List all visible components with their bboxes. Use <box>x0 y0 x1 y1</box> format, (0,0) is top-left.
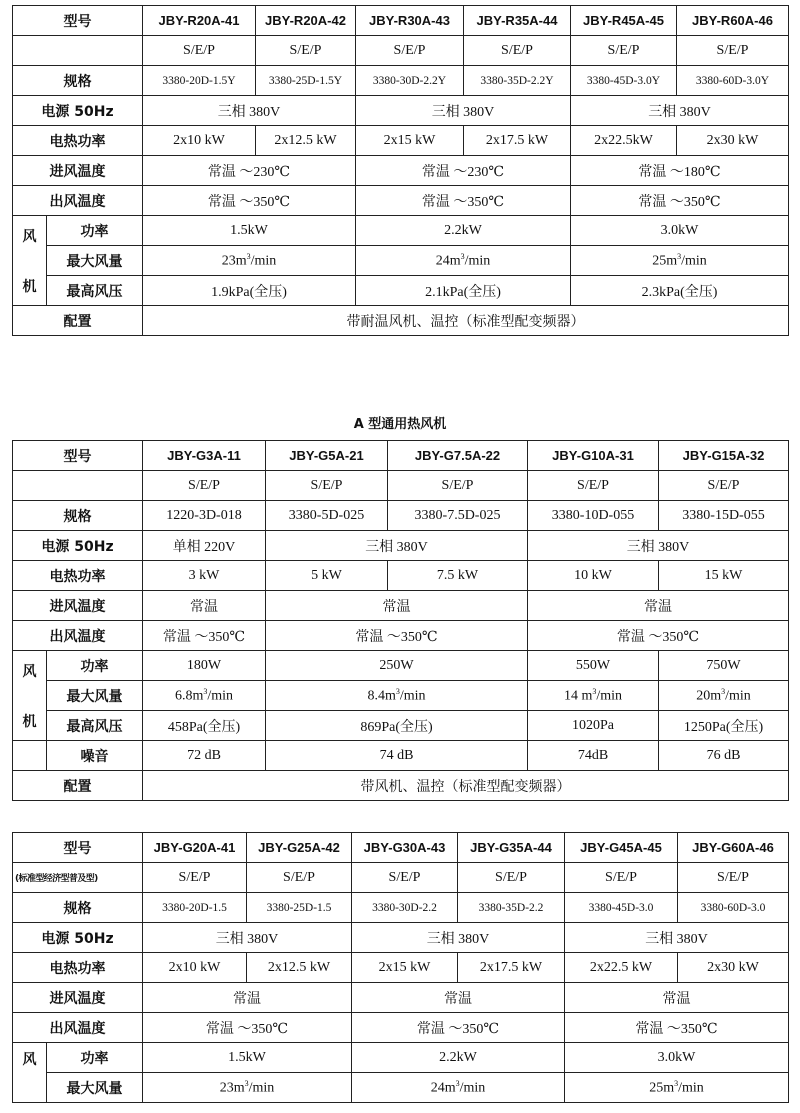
power-cell: 三相 380V <box>143 96 356 126</box>
label-outlet: 出风温度 <box>13 1013 143 1043</box>
row-inlet <box>13 156 789 186</box>
flow-value: 8.4m <box>367 688 396 704</box>
row-fan-flow <box>13 1073 789 1103</box>
model-cell: JBY-G25A-42 <box>247 833 352 863</box>
label-inlet: 进风温度 <box>13 156 143 186</box>
label-inlet: 进风温度 <box>13 983 143 1013</box>
flow-exp: 3 <box>395 686 400 696</box>
label-model: 型号 <box>13 441 143 471</box>
row-fan-power <box>13 1043 789 1073</box>
fan-power-cell: 1.5kW <box>143 1043 352 1073</box>
label-model: 型号 <box>13 833 143 863</box>
heat-cell: 2x30 kW <box>677 126 789 156</box>
sep-cell: S/E/P <box>143 863 247 893</box>
heat-cell: 5 kW <box>266 561 388 591</box>
fan-power-cell: 550W <box>528 651 659 681</box>
flow-value: 6.8m <box>174 688 204 704</box>
spec-cell: 3380-30D-2.2 <box>352 893 458 923</box>
noise-cell: 76 dB <box>659 741 789 771</box>
flow-exp: 3 <box>721 686 726 696</box>
label-heat: 电热功率 <box>13 126 143 156</box>
sep-cell: S/E/P <box>464 36 571 66</box>
fan-pressure-cell: 1.9kPa(全压) <box>143 276 356 306</box>
spec-cell: 1220-3D-018 <box>143 501 266 531</box>
sep-cell: S/E/P <box>266 471 388 501</box>
label-spec: 规格 <box>13 893 143 923</box>
spec-cell: 3380-5D-025 <box>266 501 388 531</box>
heat-cell: 2x22.5 kW <box>565 953 678 983</box>
noise-cell: 74dB <box>528 741 659 771</box>
outlet-cell: 常温 ～350℃ <box>528 621 789 651</box>
heat-cell: 2x10 kW <box>143 953 247 983</box>
flow-value: 23m <box>221 253 247 269</box>
row-fan-power <box>13 651 789 681</box>
fan-pressure-cell: 458Pa(全压) <box>143 711 266 741</box>
outlet-cell: 常温 ～350℃ <box>266 621 528 651</box>
spec-cell: 3380-60D-3.0 <box>678 893 789 923</box>
inlet-cell: 常温 <box>352 983 565 1013</box>
model-cell: JBY-G20A-41 <box>143 833 247 863</box>
noise-cell: 72 dB <box>143 741 266 771</box>
fan-power-cell: 180W <box>143 651 266 681</box>
label-fan <box>13 216 47 306</box>
label-fan-char1: 风 <box>22 1052 37 1068</box>
flow-unit: /min <box>681 253 707 269</box>
flow-exp: 3 <box>244 1078 249 1088</box>
config-cell: 带耐温风机、温控（标准型配变频器） <box>143 306 789 336</box>
fan-power-cell: 750W <box>659 651 789 681</box>
row-power <box>13 923 789 953</box>
spec-cell: 3380-20D-1.5Y <box>143 66 256 96</box>
row-spec <box>13 66 789 96</box>
row-fan-pressure <box>13 276 789 306</box>
row-heat <box>13 561 789 591</box>
label-power: 电源 50Hz <box>13 96 143 126</box>
spec-table-a-series <box>12 440 789 801</box>
outlet-cell: 常温 ～350℃ <box>356 186 571 216</box>
model-cell: JBY-G10A-31 <box>528 441 659 471</box>
config-cell: 带风机、温控（标准型配变频器） <box>143 771 789 801</box>
model-cell: JBY-R60A-46 <box>677 6 789 36</box>
flow-exp: 3 <box>246 251 251 261</box>
row-config <box>13 771 789 801</box>
power-cell: 单相 220V <box>143 531 266 561</box>
inlet-cell: 常温 <box>143 983 352 1013</box>
label-inlet: 进风温度 <box>13 591 143 621</box>
model-cell: JBY-G60A-46 <box>678 833 789 863</box>
row-spec <box>13 501 789 531</box>
model-cell: JBY-R30A-43 <box>356 6 464 36</box>
label-outlet: 出风温度 <box>13 186 143 216</box>
fan-flow-cell <box>659 681 789 711</box>
power-cell: 三相 380V <box>352 923 565 953</box>
sep-cell: S/E/P <box>458 863 565 893</box>
inlet-cell: 常温 ～230℃ <box>356 156 571 186</box>
label-config: 配置 <box>13 771 143 801</box>
label-fan-flow: 最大风量 <box>47 1073 143 1103</box>
spec-cell: 3380-45D-3.0 <box>565 893 678 923</box>
flow-value: 20m <box>696 688 722 704</box>
sep-cell: S/E/P <box>388 471 528 501</box>
model-cell: JBY-G3A-11 <box>143 441 266 471</box>
flow-unit: /min <box>459 1080 486 1096</box>
row-noise <box>13 741 789 771</box>
power-cell: 三相 380V <box>571 96 789 126</box>
sep-cell: S/E/P <box>571 36 677 66</box>
heat-cell: 2x15 kW <box>352 953 458 983</box>
spec-table-r-series <box>12 5 789 336</box>
fan-flow-cell <box>565 1073 789 1103</box>
model-cell: JBY-G35A-44 <box>458 833 565 863</box>
inlet-cell: 常温 <box>565 983 789 1013</box>
power-cell: 三相 380V <box>565 923 789 953</box>
row-fan-power <box>13 216 789 246</box>
fan-flow-cell <box>352 1073 565 1103</box>
heat-cell: 2x12.5 kW <box>256 126 356 156</box>
fan-flow-cell <box>528 681 659 711</box>
sep-cell: S/E/P <box>356 36 464 66</box>
sep-cell: S/E/P <box>352 863 458 893</box>
inlet-cell: 常温 ～230℃ <box>143 156 356 186</box>
fan-pressure-cell: 1020Pa <box>528 711 659 741</box>
outlet-cell: 常温 ～350℃ <box>565 1013 789 1043</box>
label-power: 电源 50Hz <box>13 923 143 953</box>
row-sep <box>13 863 789 893</box>
spec-cell: 3380-60D-3.0Y <box>677 66 789 96</box>
model-cell: JBY-G30A-43 <box>352 833 458 863</box>
label-power: 电源 50Hz <box>13 531 143 561</box>
heat-cell: 2x10 kW <box>143 126 256 156</box>
fan-power-cell: 2.2kW <box>356 216 571 246</box>
row-fan-flow <box>13 681 789 711</box>
label-spec: 规格 <box>13 501 143 531</box>
model-cell: JBY-G15A-32 <box>659 441 789 471</box>
flow-unit: /min <box>678 1080 704 1096</box>
model-cell: JBY-G45A-45 <box>565 833 678 863</box>
row-model <box>13 6 789 36</box>
flow-value: 23m <box>219 1080 245 1096</box>
spec-cell: 3380-35D-2.2 <box>458 893 565 923</box>
heat-cell: 10 kW <box>528 561 659 591</box>
fan-power-cell: 3.0kW <box>565 1043 789 1073</box>
label-heat: 电热功率 <box>13 561 143 591</box>
label-fan-flow: 最大风量 <box>47 246 143 276</box>
sep-cell: S/E/P <box>528 471 659 501</box>
spec-cell: 3380-35D-2.2Y <box>464 66 571 96</box>
row-outlet <box>13 186 789 216</box>
noise-cell: 74 dB <box>266 741 528 771</box>
model-cell: JBY-R35A-44 <box>464 6 571 36</box>
model-cell: JBY-R45A-45 <box>571 6 677 36</box>
row-power <box>13 96 789 126</box>
flow-value: 25m <box>652 253 678 269</box>
heat-cell: 2x15 kW <box>356 126 464 156</box>
label-fan <box>13 1043 47 1103</box>
outlet-cell: 常温 ～350℃ <box>143 621 266 651</box>
fan-pressure-cell: 869Pa(全压) <box>266 711 528 741</box>
sep-cell: S/E/P <box>143 471 266 501</box>
label-noise: 噪音 <box>47 741 143 771</box>
sep-cell: S/E/P <box>256 36 356 66</box>
row-fan-pressure <box>13 711 789 741</box>
row-inlet <box>13 983 789 1013</box>
heat-cell: 3 kW <box>143 561 266 591</box>
row-heat <box>13 126 789 156</box>
row-outlet <box>13 621 789 651</box>
row-fan-flow <box>13 246 789 276</box>
row-outlet <box>13 1013 789 1043</box>
flow-unit: /min <box>248 1080 275 1096</box>
flow-unit: /min <box>725 688 751 704</box>
fan-power-cell: 3.0kW <box>571 216 789 246</box>
label-empty <box>13 36 143 66</box>
label-fan-pressure: 最高风压 <box>47 276 143 306</box>
flow-unit: /min <box>399 688 426 704</box>
label-fan-char1: 风 <box>22 228 37 245</box>
row-inlet <box>13 591 789 621</box>
fan-flow-cell <box>356 246 571 276</box>
sep-cell: S/E/P <box>677 36 789 66</box>
sep-cell: S/E/P <box>565 863 678 893</box>
fan-flow-cell <box>143 681 266 711</box>
heat-cell: 2x30 kW <box>678 953 789 983</box>
label-spec: 规格 <box>13 66 143 96</box>
spec-cell: 3380-20D-1.5 <box>143 893 247 923</box>
spec-cell: 3380-10D-055 <box>528 501 659 531</box>
flow-unit: /min <box>464 253 491 269</box>
label-empty <box>13 471 143 501</box>
row-config <box>13 306 789 336</box>
label-fan <box>13 651 47 741</box>
inlet-cell: 常温 <box>528 591 789 621</box>
fan-power-cell: 1.5kW <box>143 216 356 246</box>
inlet-cell: 常温 <box>266 591 528 621</box>
label-fan-pressure: 最高风压 <box>47 711 143 741</box>
flow-exp: 3 <box>203 686 208 696</box>
flow-value: 25m <box>649 1080 675 1096</box>
inlet-cell: 常温 ～180℃ <box>571 156 789 186</box>
spec-cell: 3380-45D-3.0Y <box>571 66 677 96</box>
fan-flow-cell <box>143 1073 352 1103</box>
spec-cell: 3380-25D-1.5Y <box>256 66 356 96</box>
label-fan-flow: 最大风量 <box>47 681 143 711</box>
model-cell: JBY-G7.5A-22 <box>388 441 528 471</box>
fan-power-cell: 2.2kW <box>352 1043 565 1073</box>
outlet-cell: 常温 ～350℃ <box>143 186 356 216</box>
row-sep <box>13 471 789 501</box>
row-model <box>13 441 789 471</box>
heat-cell: 2x12.5 kW <box>247 953 352 983</box>
flow-value: 24m <box>435 253 461 269</box>
heat-cell: 15 kW <box>659 561 789 591</box>
model-cell: JBY-R20A-42 <box>256 6 356 36</box>
label-series-type: (标准型经济型普及型) <box>13 863 143 893</box>
label-config: 配置 <box>13 306 143 336</box>
power-cell: 三相 380V <box>528 531 789 561</box>
row-power <box>13 531 789 561</box>
fan-flow-cell <box>266 681 528 711</box>
model-cell: JBY-G5A-21 <box>266 441 388 471</box>
fan-pressure-cell: 2.3kPa(全压) <box>571 276 789 306</box>
flow-value: 14 m <box>563 688 593 704</box>
heat-cell: 7.5 kW <box>388 561 528 591</box>
sep-cell: S/E/P <box>659 471 789 501</box>
label-empty <box>13 741 47 771</box>
row-sep <box>13 36 789 66</box>
flow-value: 24m <box>430 1080 456 1096</box>
flow-unit: /min <box>250 253 277 269</box>
spec-cell: 3380-25D-1.5 <box>247 893 352 923</box>
fan-flow-cell <box>571 246 789 276</box>
flow-unit: /min <box>207 688 234 704</box>
sep-cell: S/E/P <box>678 863 789 893</box>
flow-exp: 3 <box>460 251 465 261</box>
fan-flow-cell <box>143 246 356 276</box>
outlet-cell: 常温 ～350℃ <box>352 1013 565 1043</box>
flow-exp: 3 <box>455 1078 460 1088</box>
power-cell: 三相 380V <box>143 923 352 953</box>
flow-exp: 3 <box>592 686 597 696</box>
flow-unit: /min <box>596 688 623 704</box>
label-fan-power: 功率 <box>47 651 143 681</box>
power-cell: 三相 380V <box>266 531 528 561</box>
sep-cell: S/E/P <box>143 36 256 66</box>
inlet-cell: 常温 <box>143 591 266 621</box>
label-fan-char1: 风 <box>22 663 37 680</box>
label-outlet: 出风温度 <box>13 621 143 651</box>
row-model <box>13 833 789 863</box>
spec-cell: 3380-30D-2.2Y <box>356 66 464 96</box>
outlet-cell: 常温 ～350℃ <box>143 1013 352 1043</box>
label-fan-power: 功率 <box>47 216 143 246</box>
outlet-cell: 常温 ～350℃ <box>571 186 789 216</box>
section-title: A 型通用热风机 <box>353 417 447 432</box>
row-heat <box>13 953 789 983</box>
spec-cell: 3380-7.5D-025 <box>388 501 528 531</box>
spec-cell: 3380-15D-055 <box>659 501 789 531</box>
row-spec <box>13 893 789 923</box>
fan-power-cell: 250W <box>266 651 528 681</box>
label-heat: 电热功率 <box>13 953 143 983</box>
label-fan-power: 功率 <box>47 1043 143 1073</box>
sep-cell: S/E/P <box>247 863 352 893</box>
fan-pressure-cell: 1250Pa(全压) <box>659 711 789 741</box>
power-cell: 三相 380V <box>356 96 571 126</box>
heat-cell: 2x22.5kW <box>571 126 677 156</box>
heat-cell: 2x17.5 kW <box>458 953 565 983</box>
flow-exp: 3 <box>677 251 682 261</box>
label-fan-char2: 机 <box>22 278 37 295</box>
flow-exp: 3 <box>674 1078 679 1088</box>
label-model: 型号 <box>13 6 143 36</box>
spec-table-g-series <box>12 832 789 1103</box>
label-fan-char2: 机 <box>22 713 37 730</box>
fan-pressure-cell: 2.1kPa(全压) <box>356 276 571 306</box>
heat-cell: 2x17.5 kW <box>464 126 571 156</box>
model-cell: JBY-R20A-41 <box>143 6 256 36</box>
